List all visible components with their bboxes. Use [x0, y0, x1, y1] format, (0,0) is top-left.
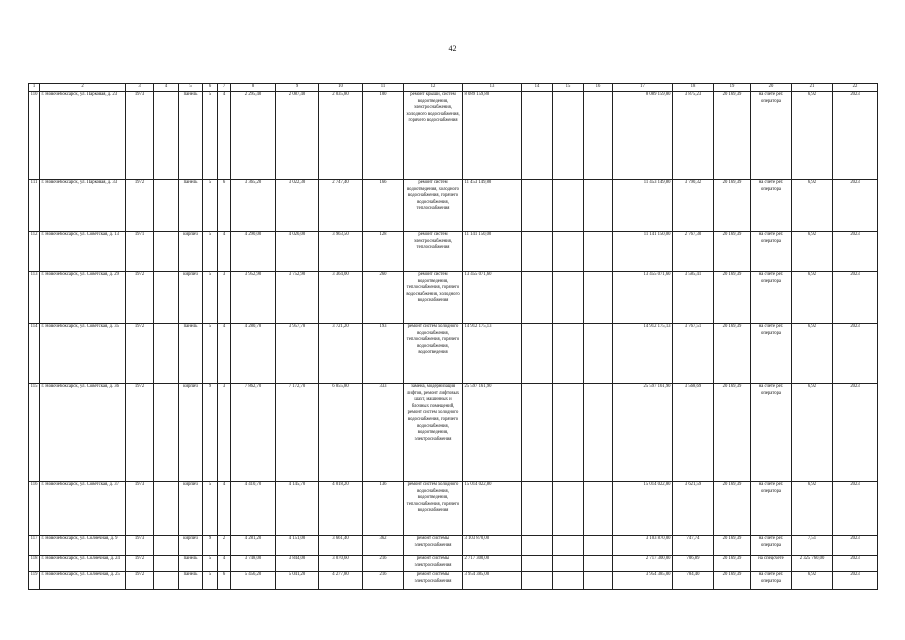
cell-premises-area: 4 151,00 — [276, 535, 319, 555]
cell-residents-count: 216 — [363, 555, 404, 571]
cell-empty-cell — [584, 323, 613, 383]
cell-row-number: 110 — [29, 91, 40, 179]
column-number: 1 — [29, 84, 40, 92]
cell-empty-cell — [553, 481, 584, 535]
cell-contribution-rate: 6,92 — [792, 481, 833, 535]
cell-premises-area: 4 145,70 — [276, 481, 319, 535]
cell-row-number: 119 — [29, 571, 40, 589]
cell-fund-method: на счете рег. оператора — [751, 383, 792, 481]
cell-empty-cell — [553, 535, 584, 555]
cell-fund-method: на счете рег. оператора — [751, 231, 792, 271]
cell-build-year: 1972 — [126, 383, 154, 481]
cell-planned-year: 2023 — [833, 535, 878, 555]
cell-empty-cell — [522, 535, 553, 555]
cell-unit-cost: 3 621,59 — [673, 481, 714, 535]
cell-contribution-rate: 7,51 — [792, 535, 833, 555]
cell-premises-area: 3 844,00 — [276, 555, 319, 571]
cell-planned-year: 2023 — [833, 179, 878, 231]
cell-row-number: 118 — [29, 555, 40, 571]
cell-total-area: 4 290,00 — [231, 231, 276, 271]
column-number: 16 — [584, 84, 613, 92]
cell-unit-cost: 3 767,51 — [673, 323, 714, 383]
cell-unit-cost: 3 875,23 — [673, 91, 714, 179]
cell-max-unit-cost: 20 169,39 — [714, 383, 751, 481]
cell-contribution-rate: 6,92 — [792, 571, 833, 589]
column-number: 13 — [463, 84, 522, 92]
column-number: 7 — [218, 84, 231, 92]
cell-total-cost: 2 717 300,00 — [463, 555, 522, 571]
column-number: 2 — [40, 84, 126, 92]
cell-residential-area: 2 747,40 — [319, 179, 363, 231]
column-number: 20 — [751, 84, 792, 92]
cell-empty-cell — [154, 179, 179, 231]
cell-wall-material: кирпич — [179, 271, 203, 323]
table-row — [29, 555, 878, 571]
cell-empty-cell — [584, 571, 613, 589]
column-number: 8 — [231, 84, 276, 92]
cell-empty-cell — [522, 571, 553, 589]
cell-empty-cell — [154, 571, 179, 589]
cell-residential-area: 2 035,80 — [319, 91, 363, 179]
table-row — [29, 535, 878, 555]
cell-contribution-rate: 6,92 — [792, 231, 833, 271]
column-number: 6 — [203, 84, 218, 92]
cell-premises-area: 5 041,20 — [276, 571, 319, 589]
column-number: 15 — [553, 84, 584, 92]
cell-floors: 5 — [203, 571, 218, 589]
cell-max-unit-cost: 20 169,39 — [714, 481, 751, 535]
cell-max-unit-cost: 20 169,39 — [714, 179, 751, 231]
cell-empty-cell — [584, 481, 613, 535]
cell-planned-year: 2023 — [833, 323, 878, 383]
cell-works-list: ремонт систем водоотведения, холодного водоснабжения, горячего водоснабжения, теплоснабжения — [404, 179, 463, 231]
cell-residents-count: 333 — [363, 383, 404, 481]
cell-owners-funds: 15 014 022,80 — [613, 481, 673, 535]
cell-max-unit-cost: 20 169,39 — [714, 571, 751, 589]
cell-empty-cell — [154, 231, 179, 271]
cell-owners-funds: 8 089 159,80 — [613, 91, 673, 179]
cell-total-cost: 13 455 071,60 — [463, 271, 522, 323]
table-row — [29, 91, 878, 179]
cell-owners-funds: 3 954 385,00 — [613, 571, 673, 589]
cell-residential-area: 4 277,80 — [319, 571, 363, 589]
cell-empty-cell — [584, 555, 613, 571]
cell-address: г. Новочебоксарск, ул. Советская, д. 36 — [40, 383, 126, 481]
cell-entrances: 6 — [218, 571, 231, 589]
cell-build-year: 1972 — [126, 555, 154, 571]
cell-works-list: ремонт систем электроснабжения, теплоснабжения — [404, 231, 463, 271]
table-row — [29, 571, 878, 589]
cell-residents-count: 136 — [363, 481, 404, 535]
cell-empty-cell — [553, 555, 584, 571]
cell-total-area: 3 748,00 — [231, 555, 276, 571]
cell-empty-cell — [553, 91, 584, 179]
cell-works-list: ремонт систем водоотведения, теплоснабжения, горячего водоснабжения, холодного водоснабжения — [404, 271, 463, 323]
cell-works-list: замена, модернизация лифтов, ремонт лифтовых шахт, машинных и блочных помещений, ремонт систем холодного водоснабжения, горячего водоснабжения, водоотведения, электроснабжения — [404, 383, 463, 481]
cell-residential-area: 4 018,20 — [319, 481, 363, 535]
cell-empty-cell — [522, 555, 553, 571]
cell-entrances: 4 — [218, 555, 231, 571]
cell-works-list: ремонт системы электроснабжения — [404, 555, 463, 571]
column-number: 4 — [154, 84, 179, 92]
cell-max-unit-cost: 20 169,39 — [714, 231, 751, 271]
cell-empty-cell — [553, 231, 584, 271]
cell-empty-cell — [154, 555, 179, 571]
cell-unit-cost: 706,89 — [673, 555, 714, 571]
cell-max-unit-cost: 20 169,39 — [714, 555, 751, 571]
cell-build-year: 1972 — [126, 179, 154, 231]
cell-empty-cell — [154, 323, 179, 383]
cell-empty-cell — [154, 383, 179, 481]
cell-empty-cell — [522, 481, 553, 535]
column-number: 17 — [613, 84, 673, 92]
cell-entrances: 3 — [218, 383, 231, 481]
cell-total-cost: 3 954 385,00 — [463, 571, 522, 589]
cell-residents-count: 362 — [363, 535, 404, 555]
cell-empty-cell — [522, 323, 553, 383]
cell-total-cost: 3 103 870,00 — [463, 535, 522, 555]
cell-planned-year: 2023 — [833, 555, 878, 571]
cell-premises-area: 3 957,78 — [276, 323, 319, 383]
cell-address: г. Новочебоксарск, ул. Парковая, д. 33 — [40, 179, 126, 231]
cell-total-area: 7 862,70 — [231, 383, 276, 481]
cell-residents-count: 260 — [363, 271, 404, 323]
cell-entrances: 4 — [218, 481, 231, 535]
table-row — [29, 383, 878, 481]
cell-contribution-rate: 6,92 — [792, 271, 833, 323]
cell-build-year: 1973 — [126, 481, 154, 535]
cell-empty-cell — [522, 231, 553, 271]
cell-empty-cell — [584, 535, 613, 555]
cell-floors: 9 — [203, 535, 218, 555]
cell-floors: 5 — [203, 555, 218, 571]
column-number: 21 — [792, 84, 833, 92]
cell-fund-method: на спецсчете — [751, 555, 792, 571]
column-number: 5 — [179, 84, 203, 92]
cell-max-unit-cost: 20 169,39 — [714, 323, 751, 383]
cell-residential-area: 6 855,80 — [319, 383, 363, 481]
cell-planned-year: 2023 — [833, 383, 878, 481]
column-number: 3 — [126, 84, 154, 92]
cell-residential-area: 3 721,20 — [319, 323, 363, 383]
cell-empty-cell — [584, 271, 613, 323]
cell-row-number: 116 — [29, 481, 40, 535]
cell-empty-cell — [522, 179, 553, 231]
column-number: 14 — [522, 84, 553, 92]
column-number: 11 — [363, 84, 404, 92]
cell-total-cost: 14 912 175,13 — [463, 323, 522, 383]
cell-entrances: 6 — [218, 179, 231, 231]
cell-wall-material: панель — [179, 323, 203, 383]
cell-row-number: 114 — [29, 323, 40, 383]
cell-empty-cell — [522, 271, 553, 323]
cell-entrances: 3 — [218, 271, 231, 323]
cell-premises-area: 7 172,70 — [276, 383, 319, 481]
cell-fund-method: на счете рег. оператора — [751, 179, 792, 231]
column-number: 12 — [404, 84, 463, 92]
cell-empty-cell — [584, 231, 613, 271]
cell-empty-cell — [154, 481, 179, 535]
cell-wall-material: кирпич — [179, 481, 203, 535]
cell-total-area: 3 365,20 — [231, 179, 276, 231]
cell-floors: 5 — [203, 323, 218, 383]
cell-total-cost: 25 597 161,90 — [463, 383, 522, 481]
cell-max-unit-cost: 20 169,39 — [714, 91, 751, 179]
table-body — [29, 91, 878, 589]
cell-residential-area: 3 364,00 — [319, 271, 363, 323]
cell-contribution-rate: 6,92 — [792, 179, 833, 231]
cell-premises-area: 2 087,40 — [276, 91, 319, 179]
cell-residents-count: 166 — [363, 179, 404, 231]
cell-floors: 5 — [203, 481, 218, 535]
cell-fund-method: на счете рег. оператора — [751, 271, 792, 323]
cell-unit-cost: 3 585,41 — [673, 271, 714, 323]
cell-empty-cell — [154, 271, 179, 323]
cell-fund-method: на счете рег. оператора — [751, 481, 792, 535]
cell-owners-funds: 11 453 149,80 — [613, 179, 673, 231]
cell-contribution-rate: 6,92 — [792, 383, 833, 481]
cell-build-year: 1972 — [126, 271, 154, 323]
cell-unit-cost: 2 767,30 — [673, 231, 714, 271]
cell-address: г. Новочебоксарск, ул. Парковая, д. 23 — [40, 91, 126, 179]
cell-wall-material: панель — [179, 555, 203, 571]
cell-empty-cell — [584, 383, 613, 481]
cell-entrances: 4 — [218, 323, 231, 383]
cell-total-cost: 11 453 149,80 — [463, 179, 522, 231]
cell-wall-material: кирпич — [179, 535, 203, 555]
cell-fund-method: на счете рег. оператора — [751, 91, 792, 179]
cell-wall-material: панель — [179, 91, 203, 179]
cell-floors: 5 — [203, 271, 218, 323]
cell-fund-method: на счете рег. оператора — [751, 535, 792, 555]
cell-empty-cell — [522, 91, 553, 179]
cell-planned-year: 2023 — [833, 91, 878, 179]
cell-unit-cost: 3 568,69 — [673, 383, 714, 481]
cell-planned-year: 2023 — [833, 231, 878, 271]
cell-works-list: ремонт системы электроснабжения — [404, 571, 463, 589]
cell-row-number: 111 — [29, 179, 40, 231]
cell-row-number: 115 — [29, 383, 40, 481]
column-number: 22 — [833, 84, 878, 92]
cell-empty-cell — [154, 91, 179, 179]
cell-residential-area: 3 963,50 — [319, 231, 363, 271]
cell-row-number: 113 — [29, 271, 40, 323]
cell-works-list: ремонт систем холодного водоснабжения, водоотведения, теплоснабжения, горячего водоснабжения — [404, 481, 463, 535]
cell-entrances: 2 — [218, 535, 231, 555]
cell-empty-cell — [553, 323, 584, 383]
table-row — [29, 231, 878, 271]
cell-total-cost: 15 014 022,80 — [463, 481, 522, 535]
table-row — [29, 179, 878, 231]
table-row — [29, 481, 878, 535]
cell-empty-cell — [522, 383, 553, 481]
cell-total-area: 5 456,20 — [231, 571, 276, 589]
cell-planned-year: 2023 — [833, 271, 878, 323]
cell-unit-cost: 747,74 — [673, 535, 714, 555]
cell-floors: 5 — [203, 91, 218, 179]
cell-wall-material: панель — [179, 571, 203, 589]
cell-unit-cost: 3 790,32 — [673, 179, 714, 231]
column-number: 18 — [673, 84, 714, 92]
cell-total-area: 3 952,90 — [231, 271, 276, 323]
cell-empty-cell — [584, 91, 613, 179]
cell-wall-material: кирпич — [179, 383, 203, 481]
cell-residential-area: 3 661,40 — [319, 535, 363, 555]
page-number: 42 — [448, 44, 457, 53]
cell-floors: 5 — [203, 231, 218, 271]
cell-build-year: 1973 — [126, 535, 154, 555]
cell-contribution-rate: 2 325 760,00 — [792, 555, 833, 571]
cell-row-number: 117 — [29, 535, 40, 555]
cell-contribution-rate: 6,92 — [792, 91, 833, 179]
cell-wall-material: кирпич — [179, 231, 203, 271]
cell-empty-cell — [553, 179, 584, 231]
cell-owners-funds: 14 912 175,13 — [613, 323, 673, 383]
cell-floors: 9 — [203, 383, 218, 481]
cell-total-area: 4 281,20 — [231, 535, 276, 555]
cell-total-area: 4 410,70 — [231, 481, 276, 535]
cell-entrances: 4 — [218, 231, 231, 271]
cell-entrances: 4 — [218, 91, 231, 179]
cell-empty-cell — [584, 179, 613, 231]
cell-total-cost: 11 141 150,00 — [463, 231, 522, 271]
cell-address: г. Новочебоксарск, ул. Советская, д. 35 — [40, 323, 126, 383]
cell-owners-funds: 2 717 300,00 — [613, 555, 673, 571]
cell-total-cost: 8 089 159,80 — [463, 91, 522, 179]
cell-row-number: 112 — [29, 231, 40, 271]
cell-fund-method: на счете рег. оператора — [751, 323, 792, 383]
cell-empty-cell — [553, 383, 584, 481]
cell-build-year: 1973 — [126, 91, 154, 179]
cell-build-year: 1971 — [126, 231, 154, 271]
cell-max-unit-cost: 20 169,39 — [714, 271, 751, 323]
cell-owners-funds: 13 455 071,60 — [613, 271, 673, 323]
cell-works-list: ремонт систем холодного водоснабжения, теплоснабжения, горячего водоснабжения, водоотведения — [404, 323, 463, 383]
table-row — [29, 323, 878, 383]
cell-residents-count: 216 — [363, 571, 404, 589]
cell-planned-year: 2023 — [833, 481, 878, 535]
cell-fund-method: на счете рег. оператора — [751, 571, 792, 589]
cell-floors: 5 — [203, 179, 218, 231]
cell-owners-funds: 25 597 161,90 — [613, 383, 673, 481]
cell-max-unit-cost: 20 169,39 — [714, 535, 751, 555]
cell-unit-cost: 784,40 — [673, 571, 714, 589]
cell-address: г. Новочебоксарск, ул. Солнечная, д. 25 — [40, 571, 126, 589]
cell-residents-count: 193 — [363, 323, 404, 383]
cell-owners-funds: 11 141 150,00 — [613, 231, 673, 271]
column-number-row — [29, 84, 878, 92]
cell-works-list: ремонт крыши, систем водоотведения, электроснабжения, холодного водоснабжения, горячего водоснабжения — [404, 91, 463, 179]
cell-residents-count: 100 — [363, 91, 404, 179]
cell-total-area: 4 280,78 — [231, 323, 276, 383]
cell-build-year: 1972 — [126, 571, 154, 589]
cell-planned-year: 2023 — [833, 571, 878, 589]
cell-address: г. Новочебоксарск, ул. Солнечная, д. 9 — [40, 535, 126, 555]
cell-residential-area: 3 070,60 — [319, 555, 363, 571]
cell-address: г. Новочебоксарск, ул. Советская, д. 13 — [40, 231, 126, 271]
cell-owners-funds: 3 103 870,00 — [613, 535, 673, 555]
cell-empty-cell — [154, 535, 179, 555]
table-row — [29, 271, 878, 323]
cell-contribution-rate: 6,92 — [792, 323, 833, 383]
cell-premises-area: 4 026,00 — [276, 231, 319, 271]
column-number: 10 — [319, 84, 363, 92]
cell-build-year: 1972 — [126, 323, 154, 383]
column-number: 19 — [714, 84, 751, 92]
cell-premises-area: 3 752,90 — [276, 271, 319, 323]
cell-works-list: ремонт системы электроснабжения — [404, 535, 463, 555]
capital-repair-table — [28, 83, 878, 590]
cell-wall-material: панель — [179, 179, 203, 231]
cell-empty-cell — [553, 271, 584, 323]
cell-residents-count: 128 — [363, 231, 404, 271]
cell-address: г. Новочебоксарск, ул. Солнечная, д. 24 — [40, 555, 126, 571]
cell-total-area: 2 295,40 — [231, 91, 276, 179]
cell-address: г. Новочебоксарск, ул. Советская, д. 37 — [40, 481, 126, 535]
cell-empty-cell — [553, 571, 584, 589]
cell-premises-area: 3 022,30 — [276, 179, 319, 231]
column-number: 9 — [276, 84, 319, 92]
cell-address: г. Новочебоксарск, ул. Советская, д. 29 — [40, 271, 126, 323]
